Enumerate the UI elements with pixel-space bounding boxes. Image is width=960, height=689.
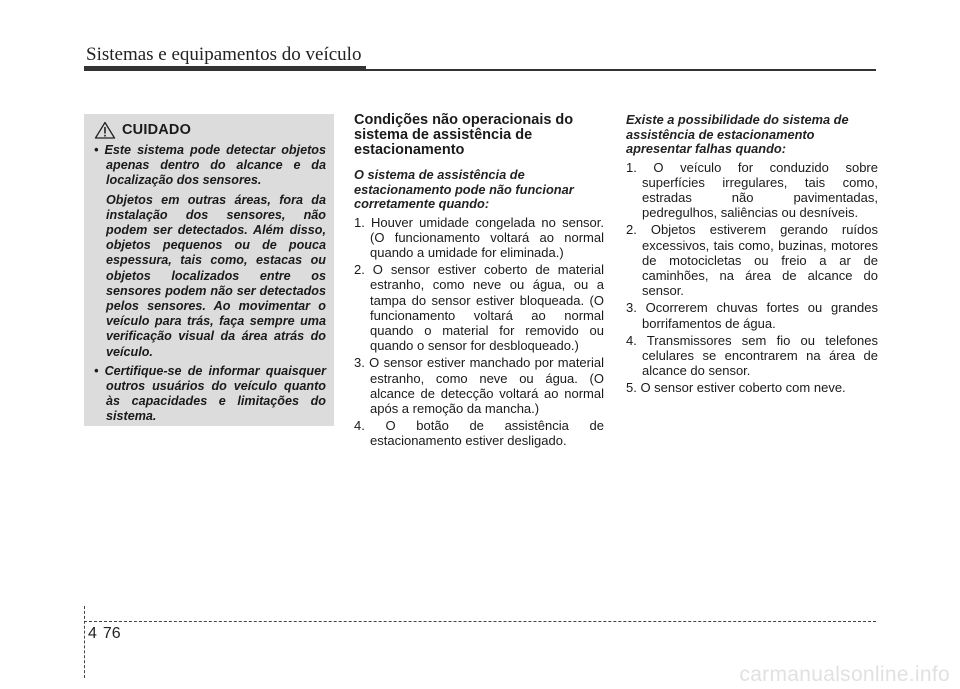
header-title: Sistemas e equipamentos do veículo (86, 44, 362, 65)
caution-paragraph: Objetos em outras áreas, fora da instalação dos sensores, não podem ser detectados. Além disso, objetos pequenos ou de pouca espessura, tais como, estacas ou objetos localizados entre os sensores podem não ser detectados pelos sensores. Ao movimentar o veículo para trás, faça sempre uma verificação visual da área atrás do veículo. (106, 192, 326, 359)
footer-rule (84, 621, 876, 622)
column-right (626, 113, 878, 398)
list-item: 3. Ocorrerem chuvas fortes ou grandes borrifamentos de água. (626, 300, 878, 331)
warning-triangle-icon (94, 121, 116, 139)
caution-box (84, 114, 334, 426)
caution-header (94, 120, 326, 140)
caution-list-2 (92, 364, 326, 425)
header-rule-thick (84, 66, 366, 71)
list-item: 1. O veículo for conduzido sobre superfícies irregulares, tais como, estradas não pavimentadas, pedregulhos, saliências ou desníveis. (626, 159, 878, 221)
section-title: Condições não operacionais do sistema de assistência de estacionamento (354, 112, 574, 158)
condition-list-2 (626, 160, 878, 396)
caution-item: • Certifique-se de informar quaisquer outros usuários do veículo quanto às capacidades e limitações do sistema. (94, 363, 326, 424)
column-middle (354, 113, 604, 451)
list-item: 2. O sensor estiver coberto de material estranho, como neve ou água, ou a tampa do sensor estiver bloqueada. (O funcionamento voltará ao normal quando o material for removido ou quando o sensor for desbloqueado.) (354, 262, 604, 354)
header-rule-thin (366, 69, 876, 71)
page-number (88, 625, 121, 643)
chapter-number: 4 (88, 625, 97, 642)
caution-title: CUIDADO (122, 122, 192, 138)
caution-item: • Este sistema pode detectar objetos apenas dentro do alcance e da localização dos sensores. (94, 143, 326, 188)
list-item: 2. Objetos estiverem gerando ruídos excessivos, tais como, buzinas, motores de motocicletas ou freio a ar de caminhões, na área de alcance do sensor. (626, 222, 878, 299)
list-item: 5. O sensor estiver coberto com neve. (626, 380, 846, 396)
condition-list-1 (354, 215, 604, 449)
section-subtitle-2: Existe a possibilidade do sistema de assistência de estacionamento apresentar falhas quando: (626, 112, 849, 156)
page-number-value: 76 (102, 625, 121, 642)
section-subtitle-1: O sistema de assistência de estacionamento pode não funcionar corretamente quando: (354, 167, 574, 211)
footer-vertical-rule (84, 606, 85, 678)
list-item: 1. Houver umidade congelada no sensor. (O funcionamento voltará ao normal quando a umidade for eliminada.) (354, 214, 604, 260)
caution-list (92, 143, 326, 189)
watermark: carmanualsonline.info (739, 663, 950, 686)
list-item: 4. O botão de assistência de estacionamento estiver desligado. (354, 418, 604, 449)
list-item: 4. Transmissores sem fio ou telefones celulares se encontrarem na área de alcance do sensor. (626, 332, 878, 379)
list-item: 3. O sensor estiver manchado por material estranho, como neve ou água. (O alcance de detecção voltará ao normal após a remoção da mancha.) (354, 355, 604, 416)
